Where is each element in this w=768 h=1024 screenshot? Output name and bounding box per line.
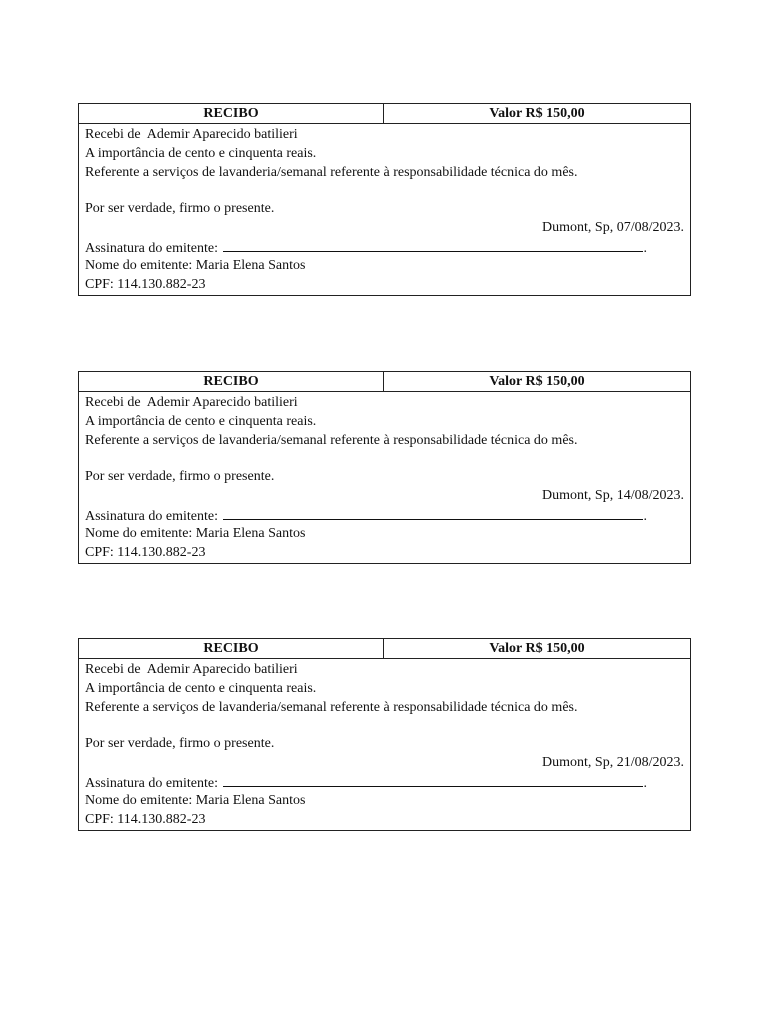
receipt-value: Valor R$ 150,00 [489,374,585,389]
statement-text: Por ser verdade, firmo o presente. [85,201,275,216]
place-date: Dumont, Sp, 21/08/2023. [542,755,684,770]
receipt-body [79,392,690,563]
receipt-value: Valor R$ 150,00 [489,641,585,656]
issuer-cpf: CPF: 114.130.882-23 [85,812,206,827]
receipt-1 [78,103,691,296]
reference-text: Referente a serviços de lavanderia/semanal referente à responsabilidade técnica do mês. [85,433,578,448]
received-from: Recebi de Ademir Aparecido batilieri [85,662,298,677]
issuer-name: Nome do emitente: Maria Elena Santos [85,258,306,273]
signature-underline [223,772,643,787]
issuer-name: Nome do emitente: Maria Elena Santos [85,526,306,541]
signature-line [85,505,684,524]
signature-end: . [643,509,647,524]
receipt-title: RECIBO [79,639,384,658]
receipt-body [79,659,690,830]
signature-underline [223,237,643,252]
issuer-name: Nome do emitente: Maria Elena Santos [85,793,306,808]
signature-label: Assinatura do emitente: [85,776,222,791]
amount-text: A importância de cento e cinquenta reais. [85,414,317,429]
received-from: Recebi de Ademir Aparecido batilieri [85,395,298,410]
statement-text: Por ser verdade, firmo o presente. [85,469,275,484]
signature-label: Assinatura do emitente: [85,241,222,256]
receipt-header [79,372,690,392]
signature-line [85,237,684,256]
received-from: Recebi de Ademir Aparecido batilieri [85,127,298,142]
issuer-cpf: CPF: 114.130.882-23 [85,545,206,560]
receipt-3 [78,638,691,831]
statement-text: Por ser verdade, firmo o presente. [85,736,275,751]
receipt-title: RECIBO [79,104,384,123]
amount-text: A importância de cento e cinquenta reais. [85,681,317,696]
reference-text: Referente a serviços de lavanderia/semanal referente à responsabilidade técnica do mês. [85,700,578,715]
receipt-header [79,639,690,659]
amount-text: A importância de cento e cinquenta reais. [85,146,317,161]
signature-end: . [643,776,647,791]
place-date: Dumont, Sp, 14/08/2023. [542,488,684,503]
signature-end: . [643,241,647,256]
issuer-cpf: CPF: 114.130.882-23 [85,277,206,292]
signature-underline [223,505,643,520]
signature-line [85,772,684,791]
receipt-header [79,104,690,124]
receipt-2 [78,371,691,564]
place-date: Dumont, Sp, 07/08/2023. [542,220,684,235]
receipt-value: Valor R$ 150,00 [489,106,585,121]
reference-text: Referente a serviços de lavanderia/semanal referente à responsabilidade técnica do mês. [85,165,578,180]
receipt-title: RECIBO [79,372,384,391]
receipt-body [79,124,690,295]
signature-label: Assinatura do emitente: [85,509,222,524]
